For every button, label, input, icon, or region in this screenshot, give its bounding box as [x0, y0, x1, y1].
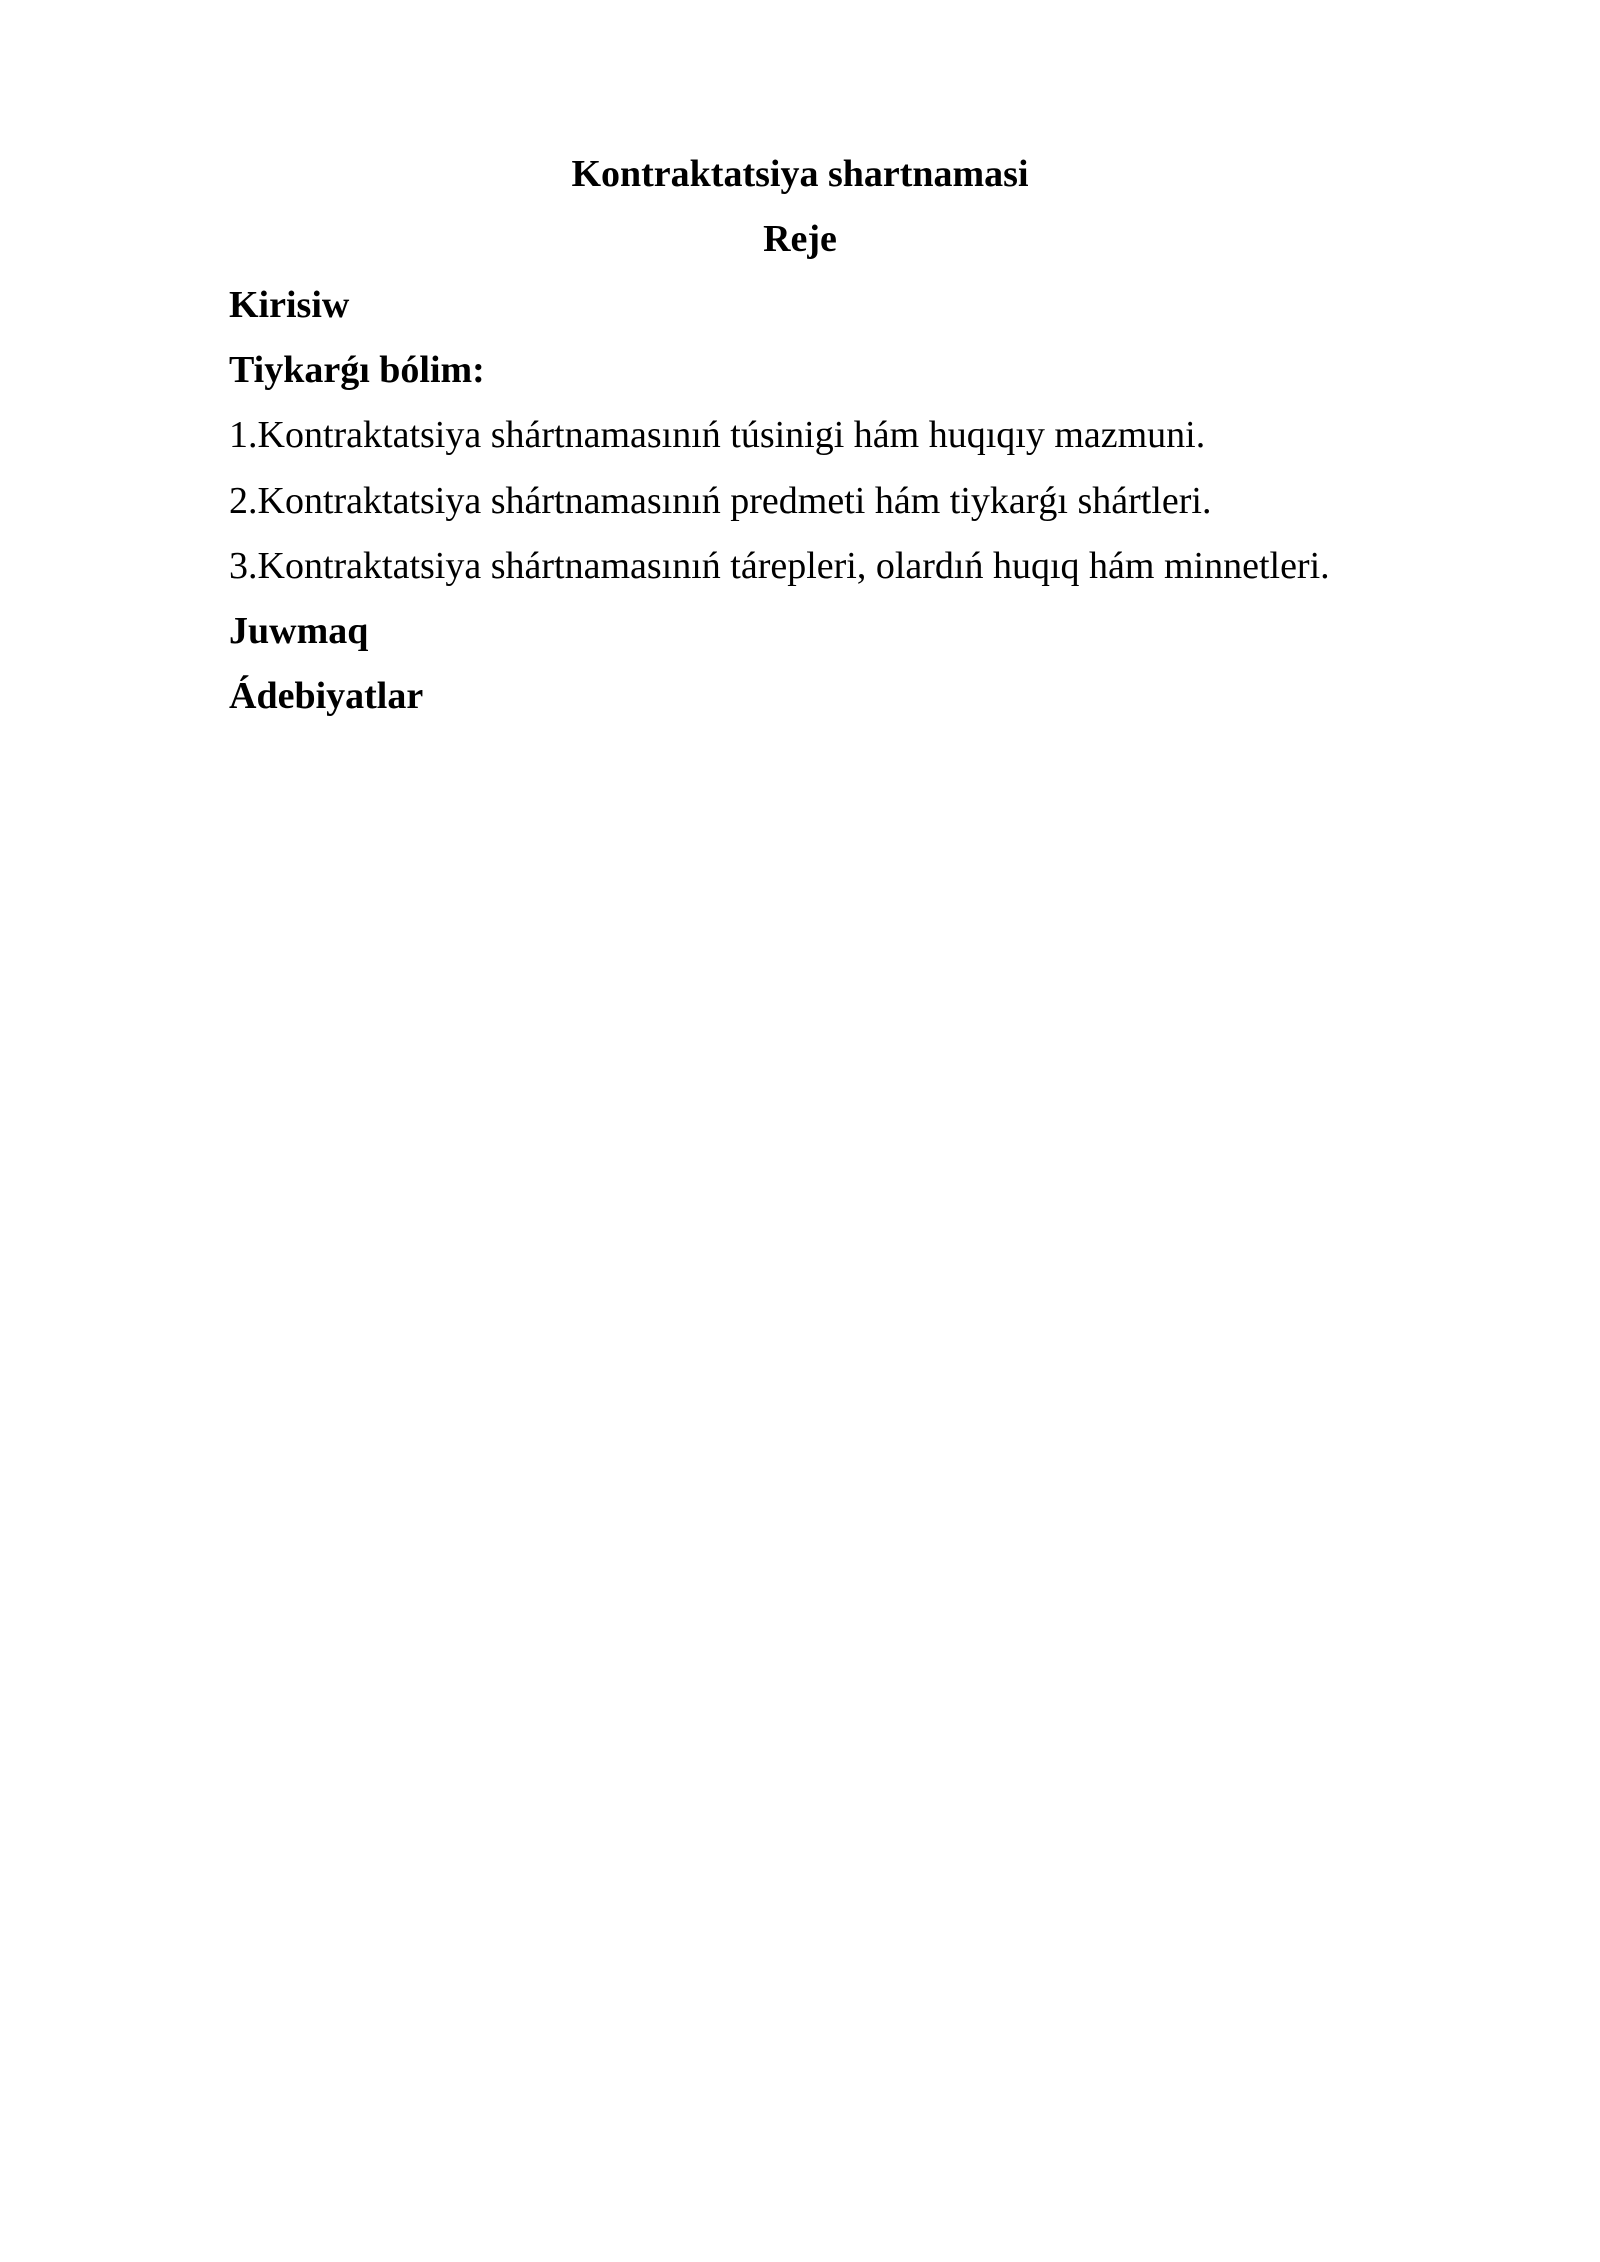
outline-item-1: 1.Kontraktatsiya shártnamasınıń túsinigi hám huqıqıy mazmuni.	[229, 414, 1206, 456]
outline-item-references: Ádebiyatlar	[229, 675, 424, 717]
document-title: Kontraktatsiya shartnamasi	[571, 153, 1029, 195]
outline-item-introduction: Kirisiw	[229, 284, 350, 326]
document-subtitle: Reje	[763, 218, 837, 260]
outline-item-3: 3.Kontraktatsiya shártnamasınıń tárepleri, olardıń huqıq hám minnetleri.	[229, 545, 1330, 587]
outline-item-main-part: Tiykarǵı bólim:	[229, 349, 485, 391]
outline-item-conclusion: Juwmaq	[229, 610, 369, 652]
outline-item-2: 2.Kontraktatsiya shártnamasınıń predmeti hám tiykarǵı shártleri.	[229, 480, 1212, 522]
